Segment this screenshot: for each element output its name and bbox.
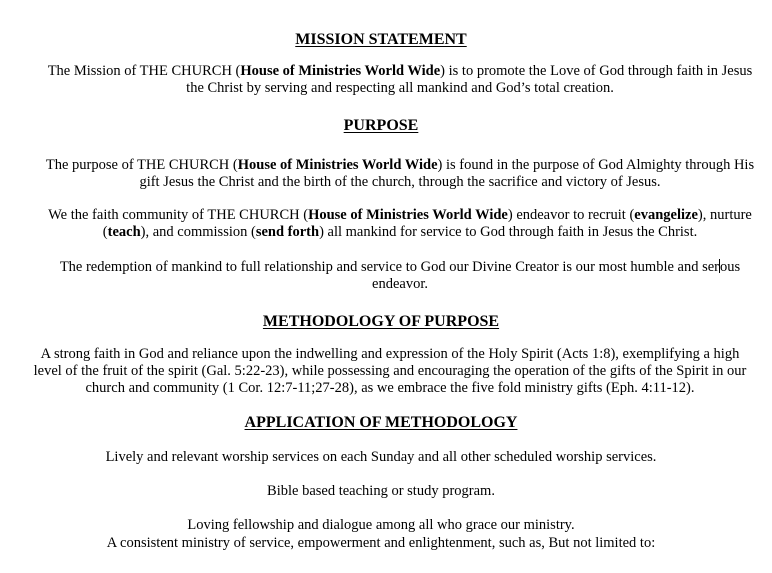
application-item-bible: Bible based teaching or study program. <box>267 483 495 499</box>
application-heading: APPLICATION OF METHODOLOGY <box>244 414 518 431</box>
methodology-heading: METHODOLOGY OF PURPOSE <box>262 313 500 330</box>
purpose-paragraph-1: The purpose of THE CHURCH (House of Ministries World Wide) is found in the purpose of God Almighty through His gift Jesus the Christ and the birth of the church, through the sacrifice and victory of Jesus. <box>45 157 755 190</box>
application-item-worship: Lively and relevant worship services on each Sunday and all other scheduled worship services. <box>105 449 657 465</box>
mission-paragraph: The Mission of THE CHURCH (House of Ministries World Wide) is to promote the Love of God through faith in Jesus the Christ by serving and respecting all mankind and God’s total creation. <box>47 63 753 96</box>
purpose-paragraph-2: We the faith community of THE CHURCH (House of Ministries World Wide) endeavor to recruit (evangelize), nurture (teach), and commission (send forth) all mankind for service to God through faith in Jesus the Christ. <box>48 207 752 240</box>
application-item-service: A consistent ministry of service, empowerment and enlightenment, such as, But not limited to: <box>106 535 656 551</box>
mission-heading: MISSION STATEMENT <box>295 31 467 48</box>
purpose-paragraph-3: The redemption of mankind to full relationship and service to God our Divine Creator is our most humble and serous endeavor. <box>59 259 741 292</box>
purpose-heading: PURPOSE <box>343 117 419 134</box>
methodology-paragraph: A strong faith in God and reliance upon the indwelling and expression of the Holy Spirit (Acts 1:8), exemplifying a high level of the fruit of the spirit (Gal. 5:22-23), while possessing and encouraging the operation of the gifts of the Spirit in our church and community (1 Cor. 12:7-11;27-28), as we embrace the five fold ministry gifts (Eph. 4:11-12). <box>33 346 747 396</box>
application-item-fellowship: Loving fellowship and dialogue among all who grace our ministry. <box>187 517 575 533</box>
